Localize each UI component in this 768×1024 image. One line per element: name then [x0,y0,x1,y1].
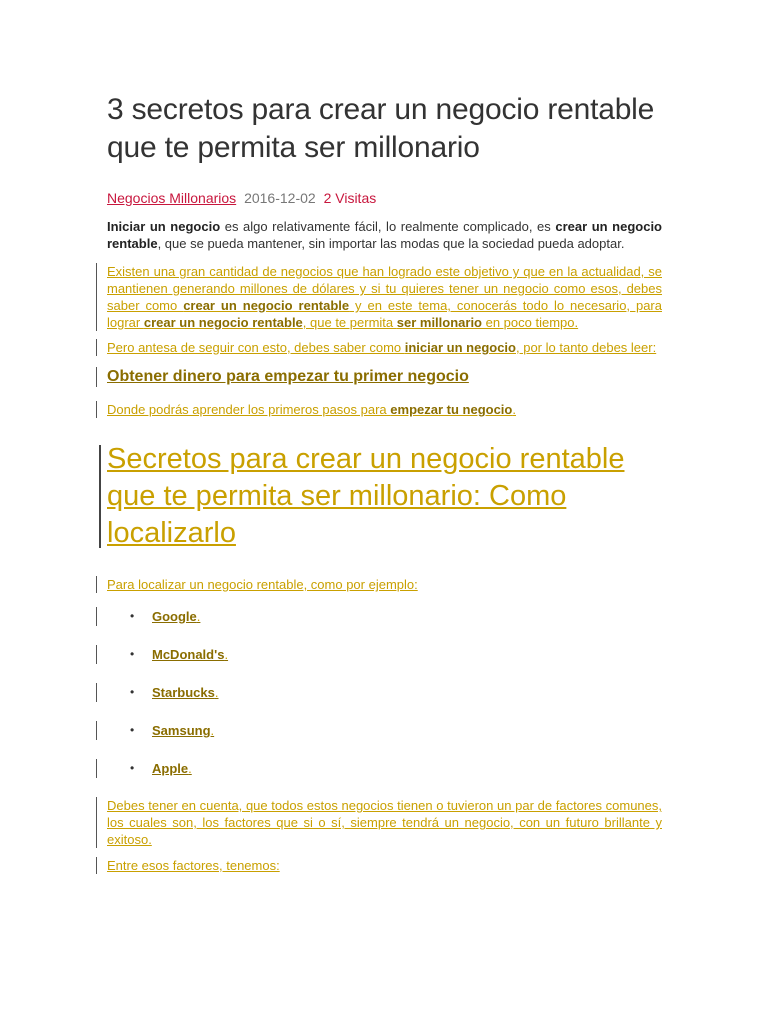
para2-text-2: , por lo tanto debes leer: [516,340,657,355]
para2-text-1: Pero antesa de seguir con esto, debes saber como [107,340,405,355]
example-suffix: . [214,685,219,701]
publish-date: 2016-12-02 [244,190,316,206]
para1-text-3: , que te permita [302,315,397,330]
intro-paragraph [107,218,662,252]
section-heading[interactable]: Secretos para crear un negocio rentable que te permita ser millonario: Como localizarlo [107,441,662,552]
example-name: McDonald's [152,647,225,663]
para3-text-2: . [512,402,516,417]
example-link-samsung[interactable] [152,721,214,740]
bullet-icon: • [130,609,135,624]
para3-bold-1: empezar tu negocio [390,402,513,417]
linked-paragraph-3[interactable] [107,401,662,418]
para1-bold-3: ser millonario [396,315,482,330]
linked-paragraph-4[interactable]: Para localizar un negocio rentable, como por ejemplo: [107,576,662,593]
para1-bold-2: crear un negocio rentable [143,315,303,330]
linked-paragraph-6[interactable]: Entre esos factores, tenemos: [107,857,662,874]
linked-paragraph-2[interactable] [107,339,662,356]
intro-text-1: es algo relativamente fácil, lo realmente complicado, es [220,219,556,234]
linked-paragraph-5[interactable]: Debes tener en cuenta, que todos estos negocios tienen o tuvieron un par de factores comunes, los cuales son, los factores que si o sí, siempre tendrá un negocio, con un futuro brillante y exitoso. [107,798,662,848]
bullet-icon: • [130,647,135,662]
visit-count: 2 Visitas [323,190,377,206]
list-item [107,721,662,740]
bullet-icon: • [130,761,135,776]
intro-text-2: , que se pueda mantener, sin importar las modas que la sociedad pueda adoptar. [157,236,625,251]
para1-bold-1: crear un negocio rentable [183,298,350,313]
list-item [107,683,662,702]
example-link-starbucks[interactable] [152,683,219,702]
example-name: Samsung [152,723,211,739]
list-item [107,759,662,778]
example-link-apple[interactable] [152,759,192,778]
example-suffix: . [210,723,215,739]
article [107,0,662,874]
example-name: Google [152,609,197,625]
bullet-icon: • [130,723,135,738]
category-link[interactable]: Negocios Millonarios [107,190,237,206]
list-item [107,645,662,664]
article-meta [107,189,662,207]
example-link-google[interactable] [152,607,200,626]
para3-text-1: Donde podrás aprender los primeros pasos para [107,402,391,417]
example-suffix: . [188,761,192,777]
linked-paragraph-1[interactable] [107,263,662,331]
para2-bold-1: iniciar un negocio [404,340,516,355]
article-title: 3 secretos para crear un negocio rentable que te permita ser millonario [107,93,655,164]
example-name: Apple [152,761,189,777]
example-suffix: . [196,609,201,625]
list-item [107,607,662,626]
para1-text-1: Existen una gran cantidad de negocios que han logrado este objetivo y que en la actualidad, se mantienen generando millones de dólares y si tu quieres tener un negocio como esos, debes saber como [107,264,662,313]
example-business-list [107,607,662,778]
example-link-mcdonalds[interactable] [152,645,228,664]
example-suffix: . [224,647,229,663]
example-name: Starbucks [152,685,215,701]
intro-bold-1: Iniciar un negocio [107,219,221,234]
para1-text-4: en poco tiempo. [482,315,579,330]
bullet-icon: • [130,685,135,700]
para1-text-2: y en este tema, conocerás todo lo necesario, para lograr [107,298,662,330]
related-article-link[interactable]: Obtener dinero para empezar tu primer negocio [107,367,662,387]
intro-bold-2: crear un negocio rentable [107,219,662,251]
